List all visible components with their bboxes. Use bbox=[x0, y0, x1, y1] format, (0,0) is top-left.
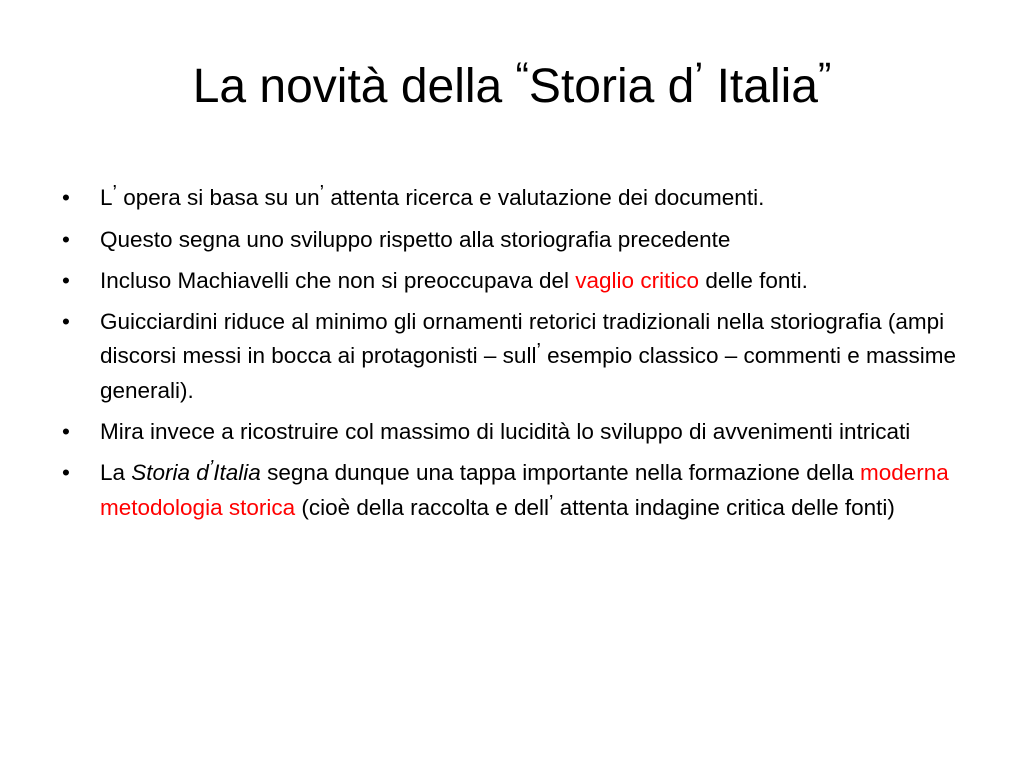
title-text-storia: Storia d bbox=[528, 60, 695, 113]
bullet-3-text-a: Incluso Machiavelli che non si preoccupava del bbox=[100, 268, 576, 293]
bullet-1-text-c: attenta ricerca e valutazione dei documenti. bbox=[324, 185, 765, 210]
bullet-item-5 bbox=[62, 415, 982, 449]
bullet-4-text-a: Guicciardini riduce al minimo gli ornamenti retorici tradizionali nella storiografia (ampi discorsi messi in bocca ai protagonisti – sull bbox=[100, 309, 945, 368]
bullet-dot: • bbox=[62, 185, 70, 210]
bullet-3-text-b: delle fonti. bbox=[699, 268, 808, 293]
italic-italia: Italia bbox=[213, 460, 261, 485]
bullet-1-text-a: L bbox=[100, 185, 113, 210]
bullet-item-3 bbox=[62, 264, 982, 298]
highlight-moderna-metodologia: moderna metodologia storica bbox=[100, 460, 949, 520]
bullet-6-text-a: La bbox=[100, 460, 132, 485]
slide-title bbox=[0, 55, 1024, 118]
title-apostrophe: ’ bbox=[694, 55, 704, 99]
bullet-6-text-b: segna dunque una tappa importante nella formazione della bbox=[260, 460, 860, 485]
bullet-6-text-c: (cioè della raccolta e dell bbox=[295, 495, 549, 520]
highlight-vaglio-critico: vaglio critico bbox=[575, 268, 700, 293]
apostrophe: ’ bbox=[112, 182, 117, 204]
bullet-dot: • bbox=[62, 268, 70, 293]
bullet-item-6 bbox=[62, 456, 982, 526]
bullet-list bbox=[62, 181, 982, 533]
title-close-quote: ” bbox=[817, 55, 832, 99]
italic-storia-d: Storia d bbox=[131, 460, 209, 485]
bullet-dot: • bbox=[62, 227, 70, 252]
title-text-italia: Italia bbox=[703, 60, 818, 113]
bullet-5-text: Mira invece a ricostruire col massimo di lucidità lo sviluppo di avvenimenti intricati bbox=[100, 419, 911, 444]
bullet-4-text-b: esempio classico – commenti e massime generali). bbox=[100, 343, 957, 403]
apostrophe: ’ bbox=[536, 340, 541, 362]
bullet-item-2 bbox=[62, 223, 982, 257]
bullet-item-1 bbox=[62, 181, 982, 216]
title-text-pre: La novità della bbox=[192, 60, 516, 113]
bullet-item-4 bbox=[62, 305, 982, 408]
bullet-2-text: Questo segna uno sviluppo rispetto alla storiografia precedente bbox=[100, 227, 731, 252]
apostrophe: ’ bbox=[208, 457, 214, 479]
bullet-dot: • bbox=[62, 309, 70, 334]
title-open-quote: “ bbox=[515, 55, 529, 99]
bullet-6-text-d: attenta indagine critica delle fonti) bbox=[553, 495, 895, 520]
bullet-1-text-b: opera si basa su un bbox=[116, 185, 320, 210]
apostrophe: ’ bbox=[549, 492, 554, 514]
bullet-dot: • bbox=[62, 460, 70, 485]
bullet-dot: • bbox=[62, 419, 70, 444]
apostrophe: ’ bbox=[319, 182, 325, 204]
